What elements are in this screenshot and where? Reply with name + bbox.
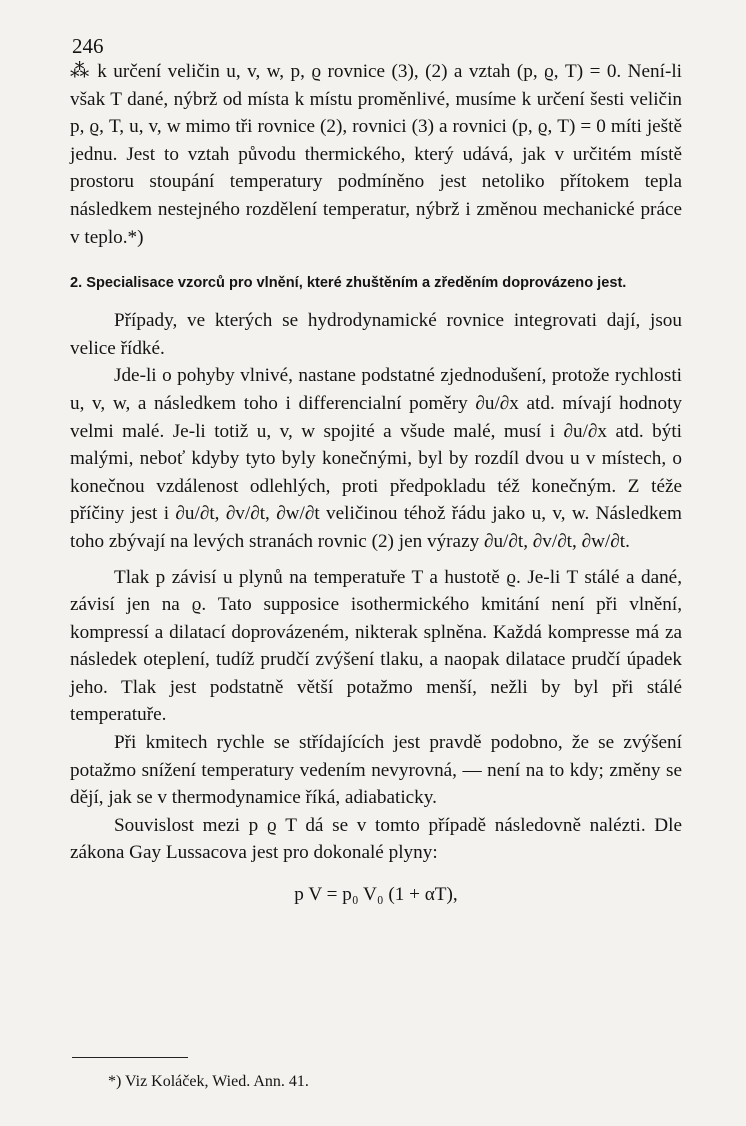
paragraph-adiabatic: Při kmitech rychle se střídajících jest pravdě podobno, že se zvýšení potažmo snížení temperatury vedením nevyrovná, — není na to kdy; změny se dějí, jak se v thermodynamice říká, adiabaticky. [70, 732, 682, 809]
paragraph-waves: Jde-li o pohyby vlnivé, nastane podstatné zjednodušení, protože rychlosti u, v, w, a následkem toho i differencialní poměry ∂u/∂x atd. mívají hodnoty velmi malé. Je-li totiž u, v, w spojité a všude malé, musí i ∂u/∂x atd. býti malými, neboť kdyby tyto byly konečnými, byl by rozdíl dvou u v místech, o konečnou vzdálenost odlehlých, proti předpokladu též konečným. Z téže příčiny jest i ∂u/∂t, ∂v/∂t, ∂w/∂t veličinou téhož řádu jako u, v, w. Následkem toho zbývají na levých stranách rovnic (2) jen výrazy ∂u/∂t, ∂v/∂t, ∂w/∂t. [70, 365, 682, 552]
paragraph-relation: Souvislost mezi p ϱ T dá se v tomto případě následovně nalézti. Dle zákona Gay Lussacova jest pro dokonalé plyny: [70, 814, 682, 864]
footnote-rule [72, 1057, 188, 1058]
paragraph-pressure: Tlak p závisí u plynů na temperatuře T a hustotě ϱ. Je-li T stálé a dané, závisí jen na ϱ. Tato supposice isothermického kmitání není při vlnění, kompressí a dilatací doprovázeném, nikterak splněna. Každá kompresse má za následek oteplení, tudíž prudčí zvýšení tlaku, a naopak dilatace prudčí úpadek jeho. Tlak jest podstatně větší potažmo menší, nežli by byl při stálé temperatuře. [70, 566, 682, 726]
paragraph-continued: ⁂ k určení veličin u, v, w, p, ϱ rovnice (3), (2) a vztah (p, ϱ, T) = 0. Není-li však T dané, nýbrž od místa k místu proměnlivé, musíme k určení šesti veličin p, ϱ, T, u, v, w mimo tři rovnice (2), rovnici (3) a rovnici (p, ϱ, T) = 0 míti ještě jednu. Jest to vztah původu thermického, který udává, jak v určitém místě prostoru stoupání temperatury podmíněno jest netoliko přítokem tepla následkem nestejného rozdělení temperatur, nýbrž i změnou mechanické práce v teplo.*) [70, 61, 682, 248]
page-number: 246 [72, 34, 104, 58]
paragraph-intro: Případy, ve kterých se hydrodynamické rovnice integrovati dají, jsou velice řídké. [70, 310, 682, 359]
section-heading: 2. Specialisace vzorců pro vlnění, které zhuštěním a zředěním doprovázeno jest. [70, 275, 627, 292]
formula: p V = p₀ V₀ (1 + αT), [294, 884, 458, 906]
body-text [70, 58, 682, 909]
footnote: *) Viz Koláček, Wied. Ann. 41. [108, 1073, 309, 1090]
